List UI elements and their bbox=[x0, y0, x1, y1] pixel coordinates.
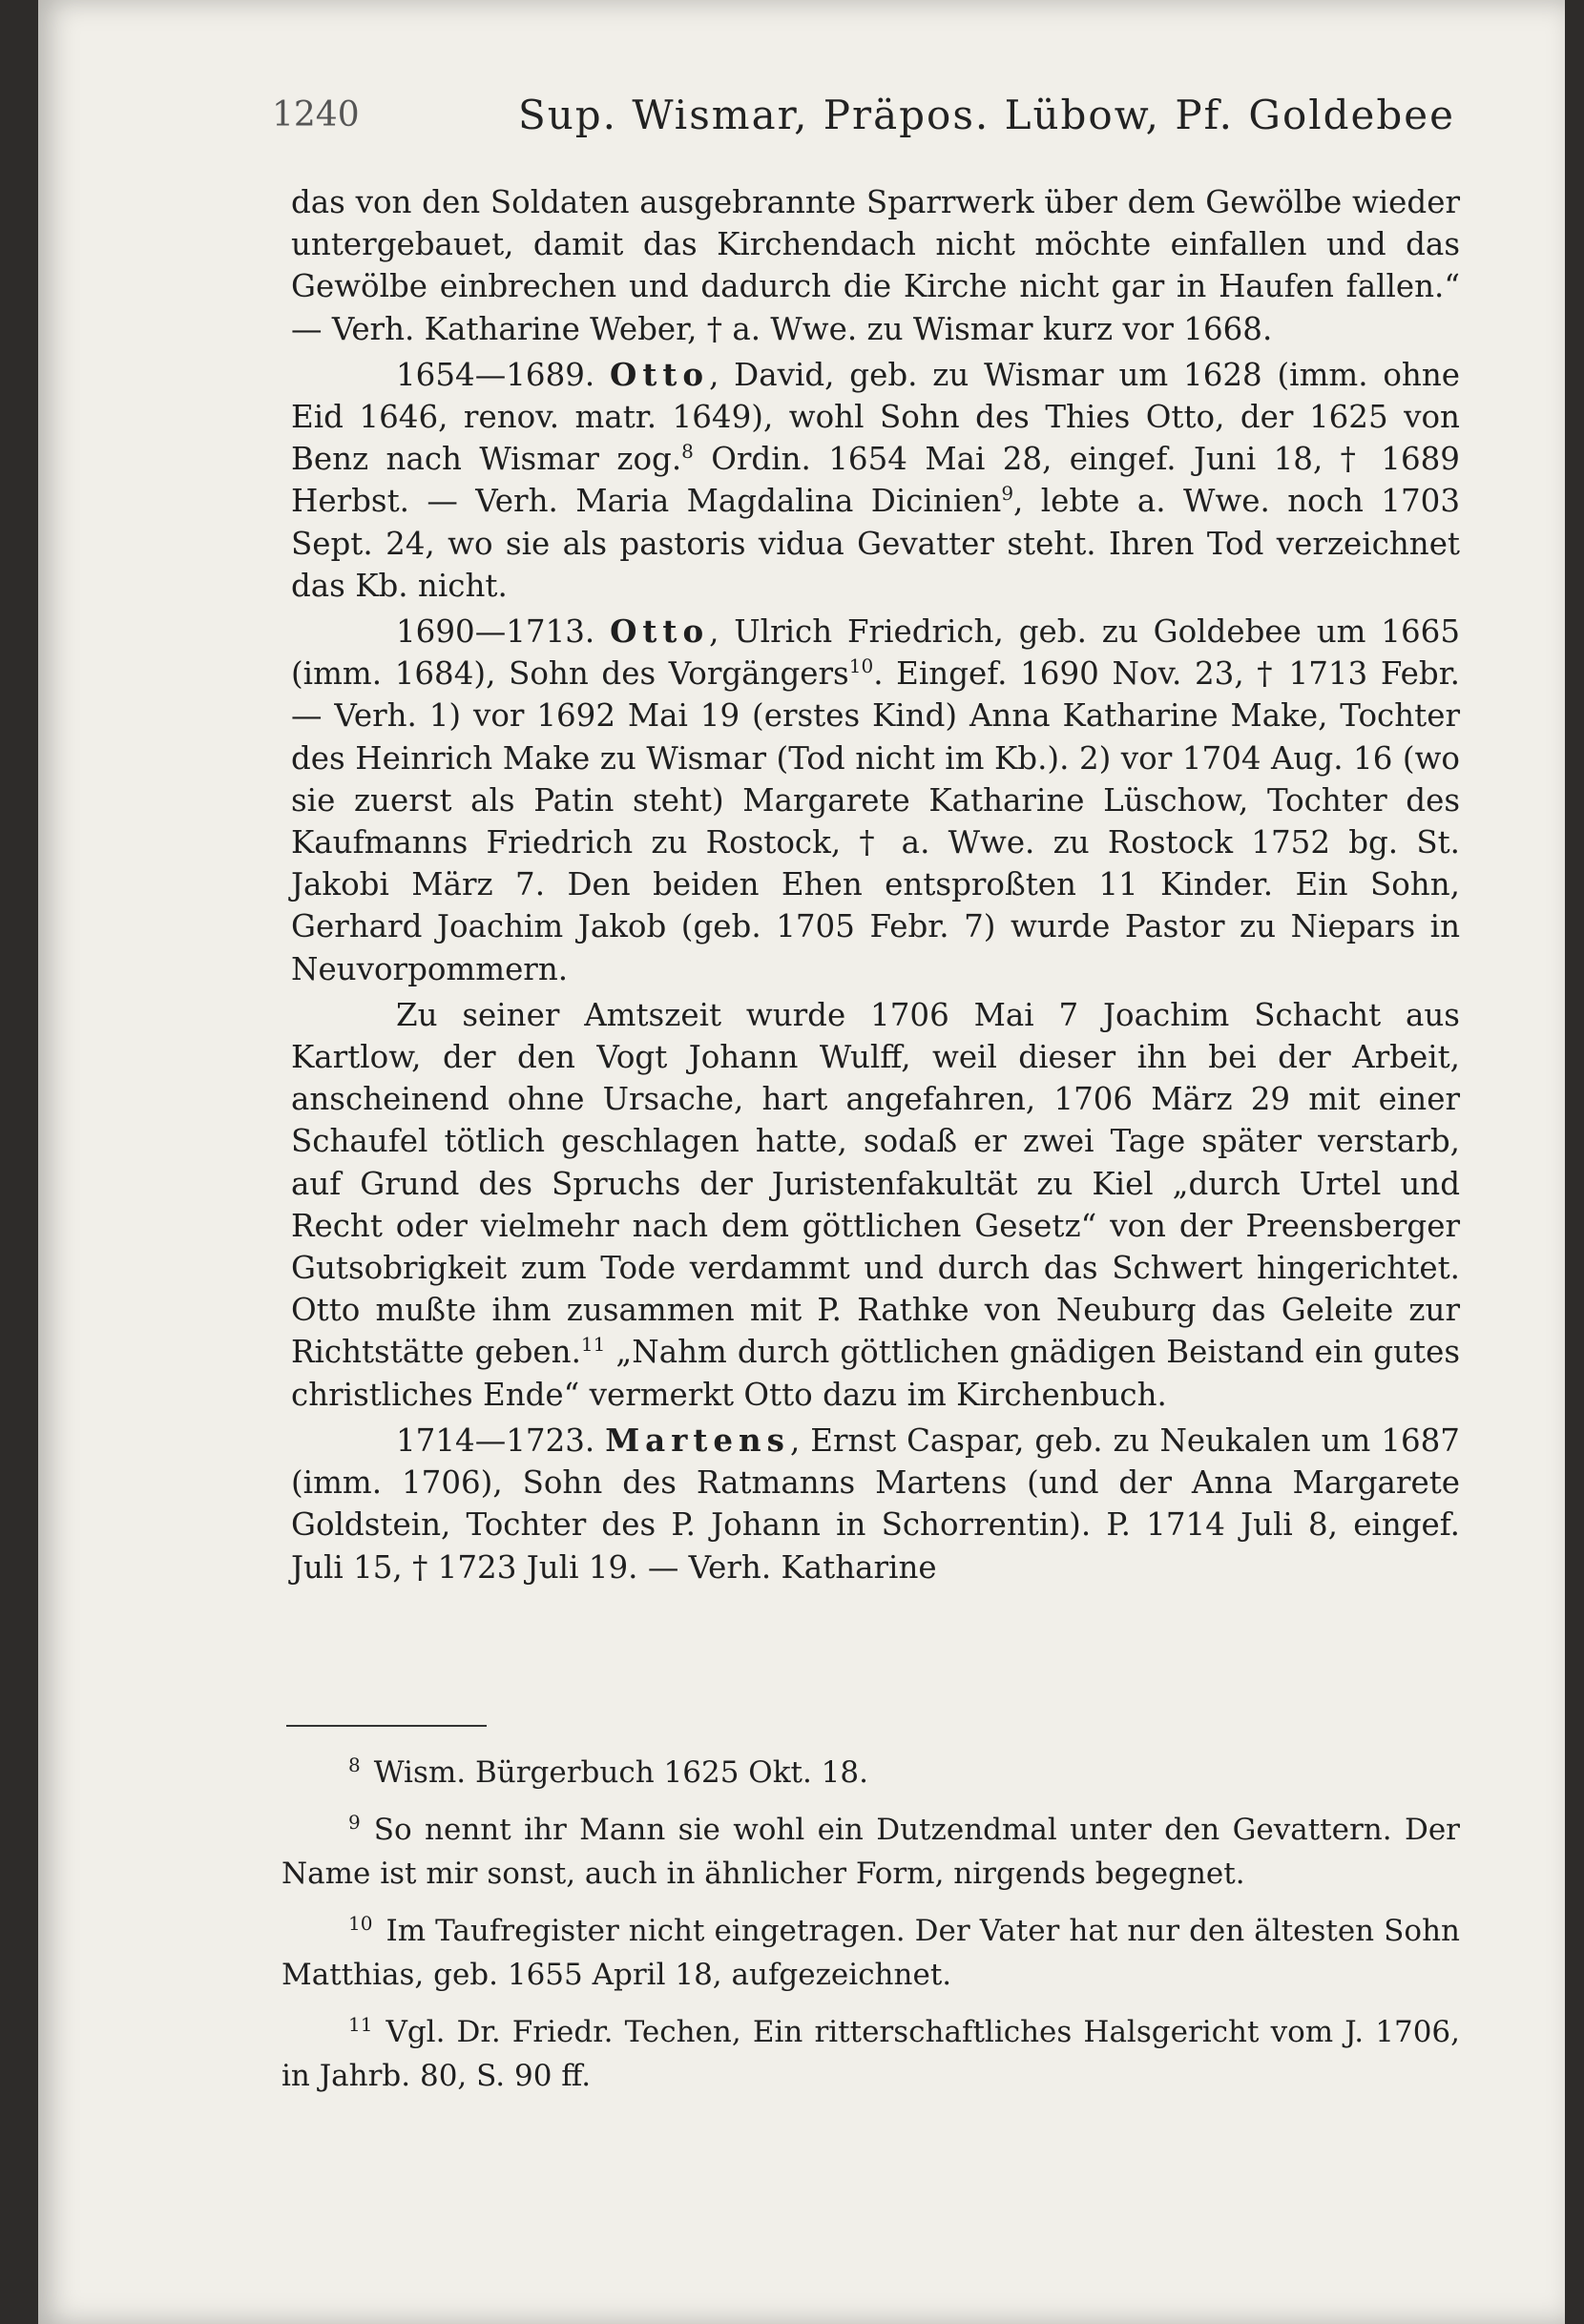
footnote-text: Im Taufregister nicht eingetragen. Der Vater hat nur den ältesten Sohn Matthias, geb. 1655 April 18, aufgezeichnet. bbox=[281, 1914, 1460, 1992]
paragraph-text: Zu seiner Amtszeit wurde 1706 Mai 7 Joachim Schacht aus Kartlow, der den Vogt Johann Wulff, weil dieser ihn bei der Arbeit, anscheinend ohne Ursache, hart angefahren, 1706 März 29 mit einer Schaufel tötlich geschlagen hatte, sodaß er zwei Tage später verstarb, auf Grund des Spruchs der Juristenfakultät zu Kiel „durch Urtel und Recht oder vielmehr nach dem göttlichen Gesetz“ von der Preensberger Gutsobrigkeit zum Tode verdammt und durch das Schwert hingerichtet. Otto mußte ihm zusammen mit P. Rathke von Neuburg das Geleite zur Richtstätte geben. bbox=[291, 996, 1460, 1371]
footnote-ref: 11 bbox=[580, 1333, 606, 1357]
paragraph-execution bbox=[291, 994, 1460, 1416]
pastor-name: Otto bbox=[610, 612, 710, 651]
footnote bbox=[281, 1808, 1460, 1896]
paragraph-text: , Ulrich Friedrich, geb. zu Goldebee um 1665 (imm. 1684), Sohn des Vorgängers bbox=[291, 613, 1460, 693]
pastor-name: Otto bbox=[610, 355, 710, 393]
paragraph-text: , lebte a. Wwe. noch 1703 Sept. 24, wo sie als pastoris vidua Gevatter steht. Ihren Tod verzeichnet das Kb. nicht. bbox=[291, 483, 1460, 604]
footnote-text: So nennt ihr Mann sie wohl ein Dutzendmal unter den Gevattern. Der Name ist mir sonst, auch in ähnlicher Form, nirgends begegnet. bbox=[281, 1813, 1460, 1891]
paragraph-otto-david bbox=[291, 354, 1460, 607]
footnote bbox=[281, 1909, 1460, 1997]
footnote bbox=[281, 1751, 1460, 1795]
tenure-years: 1714—1723. bbox=[396, 1421, 595, 1459]
footnote-divider bbox=[286, 1725, 487, 1727]
page-header bbox=[272, 92, 1455, 149]
tenure-years: 1654—1689. bbox=[396, 356, 595, 393]
footnote-ref: 9 bbox=[1001, 482, 1014, 506]
tenure-years: 1690—1713. bbox=[396, 613, 595, 651]
paragraph-text: , Ernst Caspar, geb. zu Neukalen um 1687 (imm. 1706), Sohn des Ratmanns Martens (und der Anna Margarete Goldstein, Tochter des P. Johann in Schorrentin). P. 1714 Juli 8, eingef. Juli 15, † 1723 Juli 19. — Verh. Katharine bbox=[291, 1421, 1460, 1586]
paragraph-text: , David, geb. zu Wismar um 1628 (imm. ohne Eid 1646, renov. matr. 1649), wohl Sohn des Thies Otto, der 1625 von Benz nach Wismar zog. bbox=[291, 356, 1460, 478]
footnotes bbox=[281, 1751, 1460, 2111]
paragraph-martens bbox=[291, 1420, 1460, 1588]
footnote-number: 9 bbox=[348, 1810, 361, 1834]
paragraph-continuation: das von den Soldaten ausgebrannte Sparrwerk über dem Gewölbe wieder untergebauet, damit das Kirchendach nicht möchte einfallen und das Gewölbe einbrechen und dadurch die Kirche nicht gar in Haufen fallen.“ — Verh. Katharine Weber, † a. Wwe. zu Wismar kurz vor 1668. bbox=[291, 184, 1460, 347]
page-number: 1240 bbox=[272, 95, 360, 135]
pastor-name: Martens bbox=[605, 1421, 790, 1459]
footnote-number: 11 bbox=[348, 2012, 373, 2036]
book-page bbox=[38, 0, 1565, 2324]
footnote bbox=[281, 2010, 1460, 2098]
running-title: Sup. Wismar, Präpos. Lübow, Pf. Goldebee bbox=[517, 92, 1455, 138]
paragraph-otto-ulrich bbox=[291, 611, 1460, 990]
main-text bbox=[291, 181, 1460, 1588]
paragraph-text: . Eingef. 1690 Nov. 23, † 1713 Febr. — Verh. 1) vor 1692 Mai 19 (erstes Kind) Anna Katharine Make, Tochter des Heinrich Make zu Wismar (Tod nicht im Kb.). 2) vor 1704 Aug. 16 (wo sie zuerst als Patin steht) Margarete Katharine Lüschow, Tochter des Kaufmanns Friedrich zu Rostock, † a. Wwe. zu Rostock 1752 bg. St. Jakobi März 7. Den beiden Ehen entsproßten 11 Kinder. Ein Sohn, Gerhard Joachim Jakob (geb. 1705 Febr. 7) wurde Pastor zu Niepars in Neuvorpommern. bbox=[291, 655, 1460, 987]
paragraph-text: „Nahm durch göttlichen gnädigen Beistand ein gutes christliches Ende“ vermerkt Otto dazu im Kirchenbuch. bbox=[291, 1334, 1461, 1413]
footnote-number: 10 bbox=[348, 1911, 373, 1935]
footnote-text: Wism. Bürgerbuch 1625 Okt. 18. bbox=[373, 1755, 868, 1790]
footnote-ref: 10 bbox=[848, 654, 874, 678]
footnote-text: Vgl. Dr. Friedr. Techen, Ein ritterschaftliches Halsgericht vom J. 1706, in Jahrb. 80, S. 90 ff. bbox=[281, 2015, 1460, 2093]
paragraph-text: Ordin. 1654 Mai 28, eingef. Juni 18, † 1689 Herbst. — Verh. Maria Magdalina Dicinien bbox=[291, 441, 1460, 520]
footnote-number: 8 bbox=[348, 1753, 361, 1776]
footnote-ref: 8 bbox=[681, 440, 694, 464]
